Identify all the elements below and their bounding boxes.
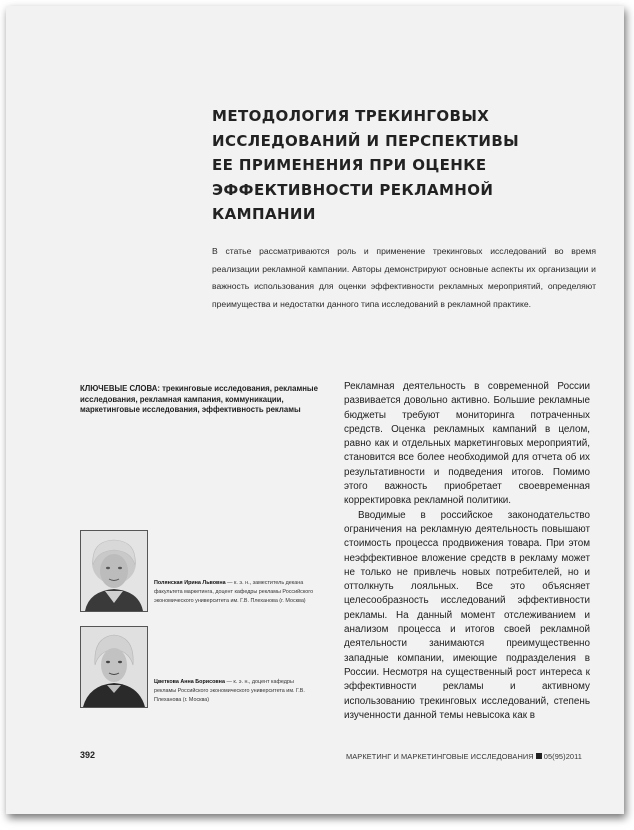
journal-page <box>6 6 624 814</box>
journal-footer <box>346 752 582 761</box>
author-photo-polyanskaya <box>80 530 148 612</box>
author-portrait-1 <box>81 531 147 611</box>
keywords-block <box>80 384 322 416</box>
journal-issue: 05(95)2011 <box>543 752 582 761</box>
square-separator-icon <box>536 753 542 759</box>
keywords-label: КЛЮЧЕВЫЕ СЛОВА: <box>80 384 160 393</box>
author-name-1: Полянская Ирина Львовна <box>154 580 226 586</box>
keywords-text: трекинговые исследования, рекламные исследования, рекламная кампания, коммуникации, маркетинговые исследования, эффективность рекламы <box>80 384 318 414</box>
page-number: 392 <box>80 750 96 760</box>
journal-name: МАРКЕТИНГ И МАРКЕТИНГОВЫЕ ИССЛЕДОВАНИЯ <box>346 752 534 761</box>
article-abstract: В статье рассматриваются роль и применение трекинговых исследований во время реализации рекламной кампании. Авторы демонстрируют основные аспекты их организации и важность использования для оценки эффективности рекламных мероприятий, определяют преимущества и недостатки данного типа исследований в рекламной практике. <box>212 246 596 309</box>
author-name-2: Цветкова Анна Борисовна <box>154 679 225 685</box>
article-body <box>344 380 590 723</box>
body-paragraph-1: Рекламная деятельность в современной России развивается довольно активно. Большие рекламные бюджеты требуют мониторинга потраченных средств. Оценка рекламных кампаний в целом, равно как и отдельных маркетинговых мероприятий, становится все более необходимой для отчета об их результативности и подведения итогов. Помимо этого важность приобретает своевременная корректировка рекламной политики. <box>344 381 590 507</box>
author-bio-1: — к. э. н., заместитель декана факультета маркетинга, доцент кафедры рекламы Российского экономического университета им. Г.В. Плеханова (г. Москва) <box>154 580 314 605</box>
author-photo-tsvetkova <box>80 626 148 708</box>
article-title: МЕТОДОЛОГИЯ ТРЕКИНГОВЫХ ИССЛЕДОВАНИЙ И ПЕРСПЕКТИВЫ ЕЕ ПРИМЕНЕНИЯ ПРИ ОЦЕНКЕ ЭФФЕКТИВНОСТИ РЕКЛАМНОЙ КАМПАНИИ <box>212 107 520 223</box>
author-portrait-2 <box>81 627 147 707</box>
author-bio-2: — к. э. н., доцент кафедры рекламы Российского экономического университета им. Г.В. Плеханова (г. Москва) <box>154 679 305 704</box>
body-paragraph-2: Вводимые в российское законодательство ограничения на рекламную деятельность повышают стоимость процесса продвижения товара. При этом неэффективное вложение средств в рекламу может не только не привлечь новых потребителей, но и оттолкнуть лояльных. Все это объясняет целесообразность исследований эффективности рекламы. На данный момент отслеживанием и анализом процесса и итогов своей рекламной деятельности занимаются преимущественно западные компании, имеющие подразделения в России. Несмотря на существенный рост интереса к эффективности рекламы и активному использованию трекинговых исследований, степень изученности данной темы невысока как в <box>344 509 590 721</box>
author-info-2 <box>154 678 314 706</box>
author-info-1 <box>154 579 314 607</box>
